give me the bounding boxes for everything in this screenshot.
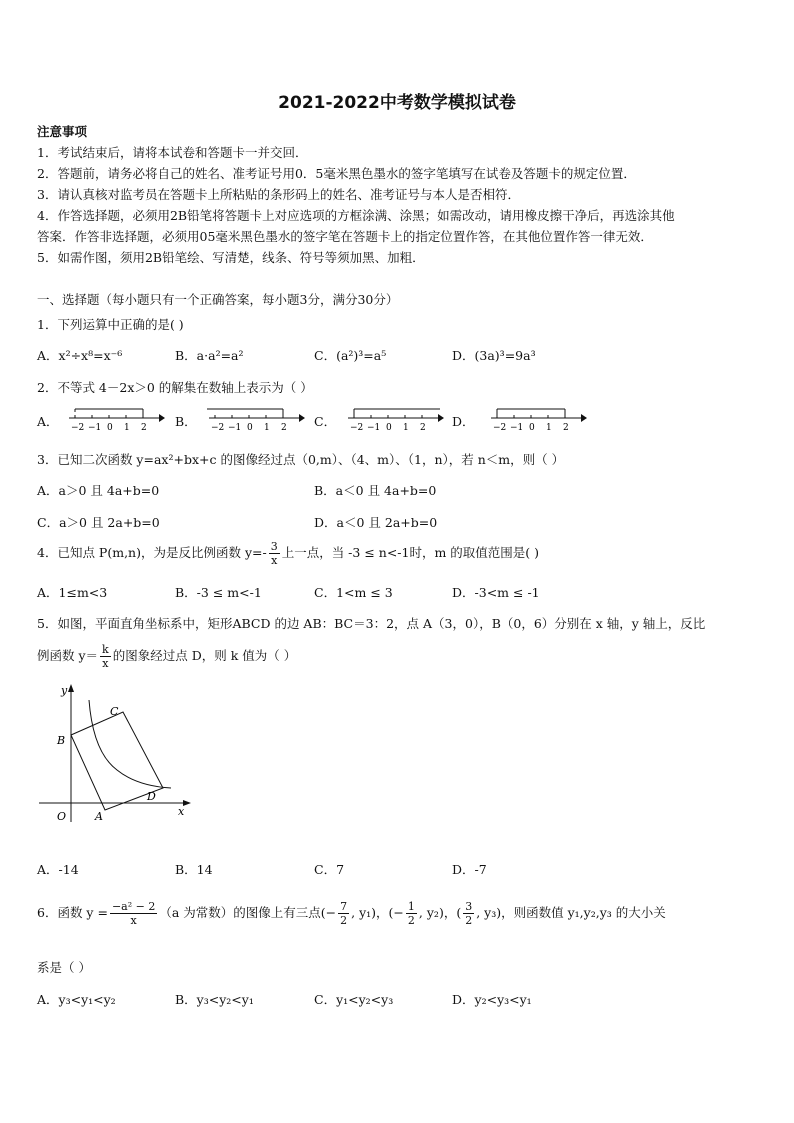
q6-option-a: A．y₃<y₁<y₂ [37,992,116,1007]
y-axis-arrow [68,684,74,692]
q6-point2-y: y₂ [426,905,439,920]
tick-label: −2 [350,423,364,433]
origin-label: O [57,810,67,823]
tick-label: 1 [403,423,409,433]
tick-label: −2 [71,423,85,433]
q5-option-b: B．14 [175,862,213,877]
tick-label: 2 [420,423,426,433]
point-d-label: D [147,790,156,803]
q4-frac-denominator: x [271,554,278,567]
q2-option-c: C． [314,414,337,429]
q3-option-a: A．a＞0 且 4a+b=0 [37,483,160,498]
tick-label: 1 [124,423,130,433]
q2-numberline-d [487,404,587,434]
q6-point2-numerator: 1 [407,900,415,913]
q1-option-b: B．a·a²=a² [175,348,244,363]
hyperbola-curve [89,700,171,788]
q4-option-a: A．1≤m<3 [37,585,108,600]
q5-option-d: D．-7 [452,862,487,877]
q5-option-a: A．-14 [37,862,79,877]
point-c-label: C [110,705,119,718]
q6-point3-y: y₃ [484,905,497,920]
q4-stem-post: 上一点，当 -3 ≤ n<-1时，m 的取值范围是( ) [281,545,540,560]
q4-option-d: D．-3<m ≤ -1 [452,585,540,600]
tick-label: −1 [88,423,102,433]
q4-frac-numerator: 3 [270,540,278,553]
q6-point3-numerator: 3 [465,900,473,913]
q6-option-c: C．y₁<y₂<y₃ [314,992,394,1007]
q5-options [37,860,757,880]
q6-stem-mid: （a 为常数）的图像上有三点 [159,905,321,920]
tick-label: 2 [281,423,287,433]
q6-point2-denominator: 2 [407,914,415,927]
notice-item-5: 5．如需作图，须用2B铅笔绘、写清楚，线条、符号等须加黑、加粗． [37,250,425,265]
point-a-label: A [95,810,103,823]
q5-stem-post: 的图象经过点 D，则 k 值为（ ） [112,648,297,663]
q5-frac-numerator: k [102,643,109,656]
notice-item-4: 4．作答选择题，必须用2B铅笔将答题卡上对应选项的方框涂满、涂黑；如需改动，请用橡皮擦干净后，再选涂其他 [37,208,675,223]
notice-item-2: 2．答题前，请务必将自己的姓名、准考证号用0．5毫米黑色墨水的签字笔填写在试卷及答题卡的规定位置． [37,166,636,181]
q2-options [37,412,757,432]
q1-option-a: A．x²÷x⁸=x⁻⁶ [37,348,123,363]
q4-option-b: B．-3 ≤ m<-1 [175,585,262,600]
q2-numberline-c [344,404,444,434]
q1-options [37,346,757,366]
q6-stem-pre: 6．函数 y = [37,905,108,920]
tick-label: −2 [493,423,507,433]
q5-stem-pre: 例函数 y＝ [37,648,99,663]
q4-options [37,583,757,603]
x-axis-label: x [178,805,185,818]
q6-point3-x [463,900,474,927]
q1-option-c: C．(a²)³=a⁵ [314,348,387,363]
q4-option-c: C．1<m ≤ 3 [314,585,393,600]
q2-option-b: B． [175,414,197,429]
notice-item-3: 3．请认真核对监考员在答题卡上所粘贴的条形码上的姓名、准考证号与本人是否相符． [37,187,520,202]
tick-label: 1 [264,423,270,433]
q5-frac-denominator: x [102,657,109,670]
q6-option-d: D．y₂<y₃<y₁ [452,992,532,1007]
notice-item-1: 1．考试结束后，请将本试卷和答题卡一并交回． [37,145,308,160]
q4-fraction [269,540,280,567]
notice-item-4-cont: 答案．作答非选择题，必须用05毫米黑色墨水的签字笔在答题卡上的指定位置作答，在其他位置作答一律无效． [37,229,653,244]
q6-function-fraction [110,900,157,927]
tick-label: −1 [228,423,242,433]
tick-label: −1 [367,423,381,433]
notice-heading: 注意事项 [37,124,88,139]
page-title: 2021-2022中考数学模拟试卷 [278,93,516,113]
tick-label: 0 [386,423,392,433]
tick-label: 0 [107,423,113,433]
point-b-label: B [57,734,66,747]
q6-options [37,990,757,1010]
tick-label: 2 [563,423,569,433]
q3-options-row1 [37,481,757,501]
q3-option-b: B．a＜0 且 4a+b=0 [314,483,437,498]
q1-option-d: D．(3a)³=9a³ [452,348,536,363]
q5-stem-line1: 5．如图，平面直角坐标系中，矩形ABCD 的边 AB：BC＝3：2，点 A（3，0），B（0，6）分别在 x 轴，y 轴上，反比 [37,616,706,631]
q6-point3-denominator: 2 [465,914,473,927]
q6-option-b: B．y₃<y₂<y₁ [175,992,254,1007]
q3-option-c: C．a＞0 且 2a+b=0 [37,515,160,530]
q5-stem-line2 [37,643,296,670]
q6-point1-y: y₁ [359,905,372,920]
q5-option-c: C．7 [314,862,345,877]
q6-point2-x [406,900,417,927]
tick-label: 0 [529,423,535,433]
q2-numberline-b [205,404,305,434]
q2-option-d: D． [452,414,475,429]
q3-stem: 3．已知二次函数 y=ax²+bx+c 的图像经过点（0,m）、（4、m）、（1，n），若 n＜m，则（ ） [37,452,565,467]
tick-label: −2 [211,423,225,433]
q3-option-d: D．a＜0 且 2a+b=0 [314,515,438,530]
q4-stem [37,540,539,567]
q6-stem-line2: 系是（ ） [37,960,91,975]
q6-point1-denominator: 2 [340,914,348,927]
q2-option-a: A． [37,414,59,429]
y-axis-label: y [61,684,68,697]
q5-figure [37,682,197,832]
section-heading: 一、选择题（每小题只有一个正确答案，每小题3分，满分30分） [37,292,399,307]
q6-point1-x [338,900,349,927]
q3-options-row2 [37,513,757,533]
q6-func-denominator: x [130,914,137,927]
q1-stem: 1．下列运算中正确的是( ) [37,317,184,332]
q5-fraction [100,643,111,670]
q2-numberline-a [65,404,165,434]
tick-label: 1 [546,423,552,433]
tick-label: 2 [141,423,147,433]
q6-func-numerator: −a² − 2 [111,900,156,913]
tick-label: 0 [247,423,253,433]
q2-stem: 2．不等式 4－2x＞0 的解集在数轴上表示为（ ） [37,380,313,395]
q4-stem-pre: 4．已知点 P(m,n)，为是反比例函数 y=- [37,545,267,560]
q6-stem-line1: 6．函数 y = $\frac{\text{−a² − 2}}{x}$ （a 为常数）的图像上有三点(− $\frac{7}{2}$ , y₁)，(− $\frac{1}{2}$ , y₂)，( $\frac{3}{2}$ , y₃)，则函数值 y₁,y₂,y₃ 的大小关 [37,900,666,927]
q6-stem-post: ，则函数值 y₁,y₂,y₃ 的大小关 [501,905,666,920]
q6-point1-numerator: 7 [340,900,348,913]
tick-label: −1 [510,423,524,433]
